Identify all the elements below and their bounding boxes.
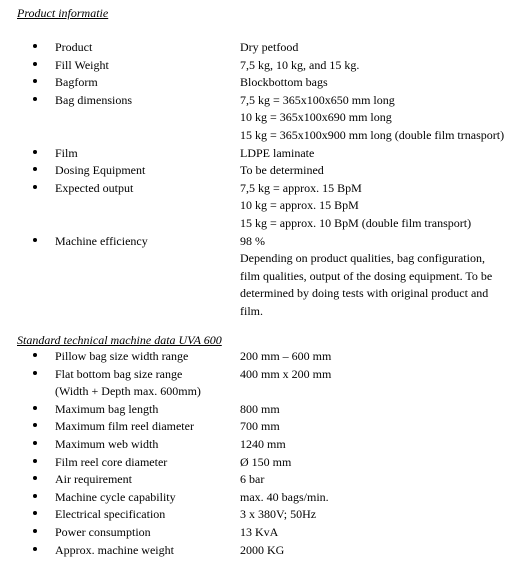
item-label <box>55 39 92 57</box>
item-value <box>240 92 504 145</box>
item-value <box>240 471 264 489</box>
item-value-line: 3 x 380V; 50Hz <box>240 507 317 522</box>
bullet-icon <box>33 150 37 154</box>
bullet-icon <box>33 547 37 551</box>
item-label <box>55 506 165 524</box>
item-value-line: 2000 KG <box>240 542 285 557</box>
bullet-icon <box>33 459 37 463</box>
item-label <box>55 145 78 163</box>
item-label <box>55 92 132 110</box>
item-value-line: 400 mm x 200 mm <box>240 366 332 381</box>
item-value-line: LDPE laminate <box>240 145 315 160</box>
item-value-line: 7,5 kg = approx. 15 BpM <box>240 180 362 195</box>
item-value-line: Depending on product qualities, bag configuration, <box>240 251 485 266</box>
bullet-icon <box>33 353 37 357</box>
item-value <box>240 489 329 507</box>
bullet-icon <box>33 511 37 515</box>
item-label-line: Air requirement <box>55 472 132 487</box>
item-label <box>55 542 174 560</box>
item-label <box>55 401 158 419</box>
bullet-icon <box>33 423 37 427</box>
item-label-line: Machine cycle capability <box>55 489 176 504</box>
item-label-line: (Width + Depth max. 600mm) <box>55 384 201 399</box>
section-title-product-info: Product informatie <box>17 6 109 20</box>
bullet-icon <box>33 494 37 498</box>
item-value-line: determined by doing tests with original product and <box>240 286 489 301</box>
bullet-icon <box>33 185 37 189</box>
bullet-icon <box>33 62 37 66</box>
item-value-line: 6 bar <box>240 472 265 487</box>
item-label-line: Approx. machine weight <box>55 542 174 557</box>
item-label-line: Maximum film reel diameter <box>55 419 194 434</box>
item-value <box>240 454 291 472</box>
item-value-line: 10 kg = 365x100x690 mm long <box>240 110 392 125</box>
item-value <box>240 57 359 75</box>
item-value-line: 800 mm <box>240 401 280 416</box>
bullet-icon <box>33 167 37 171</box>
item-value-line: Ø 150 mm <box>240 454 292 469</box>
item-label-line: Maximum web width <box>55 437 159 451</box>
item-value <box>240 401 280 419</box>
item-label <box>55 57 109 75</box>
bullet-icon <box>33 97 37 101</box>
item-value <box>240 145 314 163</box>
item-label-line: Electrical specification <box>55 507 166 522</box>
item-label-line: Dosing Equipment <box>55 163 146 178</box>
item-value-line: 7,5 kg = 365x100x650 mm long <box>240 92 395 107</box>
item-label <box>55 436 158 454</box>
item-value-line: max. 40 bags/min. <box>240 489 329 504</box>
item-label <box>55 471 132 489</box>
item-value-line: 7,5 kg, 10 kg, and 15 kg. <box>240 57 360 72</box>
item-label-line: Film <box>55 145 78 160</box>
item-value <box>240 180 471 233</box>
item-value <box>240 506 316 524</box>
item-value-line: 700 mm <box>240 419 280 434</box>
item-label-line: Machine efficiency <box>55 233 148 248</box>
item-label-line: Product <box>55 40 93 54</box>
item-value <box>240 366 331 384</box>
item-label <box>55 524 151 542</box>
item-value <box>240 542 284 560</box>
item-value <box>240 436 286 454</box>
item-label <box>55 348 188 366</box>
item-label-line: Film reel core diameter <box>55 454 168 469</box>
item-label <box>55 162 145 180</box>
item-value <box>240 524 278 542</box>
item-value-line: film qualities, output of the dosing equipment. To be <box>240 268 493 283</box>
bullet-icon <box>33 44 37 48</box>
item-label <box>55 180 133 198</box>
item-label-line: Power consumption <box>55 525 151 539</box>
item-label-line: Maximum bag length <box>55 401 159 416</box>
item-value-line: Blockbottom bags <box>240 75 328 90</box>
item-value-line: 13 KvA <box>240 525 279 539</box>
item-value-line: 15 kg = approx. 10 BpM (double film transport) <box>240 215 472 230</box>
bullet-icon <box>33 238 37 242</box>
item-label-line: Fill Weight <box>55 57 109 72</box>
item-label-line: Pillow bag size width range <box>55 349 189 363</box>
item-label <box>55 366 201 401</box>
bullet-icon <box>33 441 37 445</box>
bullet-icon <box>33 476 37 480</box>
item-value-line: 98 % <box>240 233 265 248</box>
item-value <box>240 418 280 436</box>
item-value <box>240 233 492 321</box>
section-title-technical-data: Standard technical machine data UVA 600 <box>17 333 222 347</box>
item-label-line: Bagform <box>55 75 98 90</box>
item-label <box>55 418 194 436</box>
item-label-line: Flat bottom bag size range <box>55 366 183 381</box>
item-value <box>240 39 298 57</box>
item-label <box>55 233 148 251</box>
bullet-icon <box>33 79 37 83</box>
item-value-line: 15 kg = 365x100x900 mm long (double film trnasport) <box>240 127 505 142</box>
item-value <box>240 74 328 92</box>
item-label <box>55 74 98 92</box>
item-label-line: Bag dimensions <box>55 92 132 107</box>
item-value-line: Dry petfood <box>240 40 299 54</box>
item-value <box>240 348 331 366</box>
item-value-line: 10 kg = approx. 15 BpM <box>240 198 359 213</box>
bullet-icon <box>33 371 37 375</box>
item-value <box>240 162 324 180</box>
item-label <box>55 454 167 472</box>
item-value-line: 200 mm – 600 mm <box>240 349 332 363</box>
bullet-icon <box>33 529 37 533</box>
bullet-icon <box>33 406 37 410</box>
item-value-line: film. <box>240 303 263 318</box>
item-value-line: 1240 mm <box>240 437 286 451</box>
item-value-line: To be determined <box>240 163 324 178</box>
item-label-line: Expected output <box>55 180 134 195</box>
item-label <box>55 489 176 507</box>
